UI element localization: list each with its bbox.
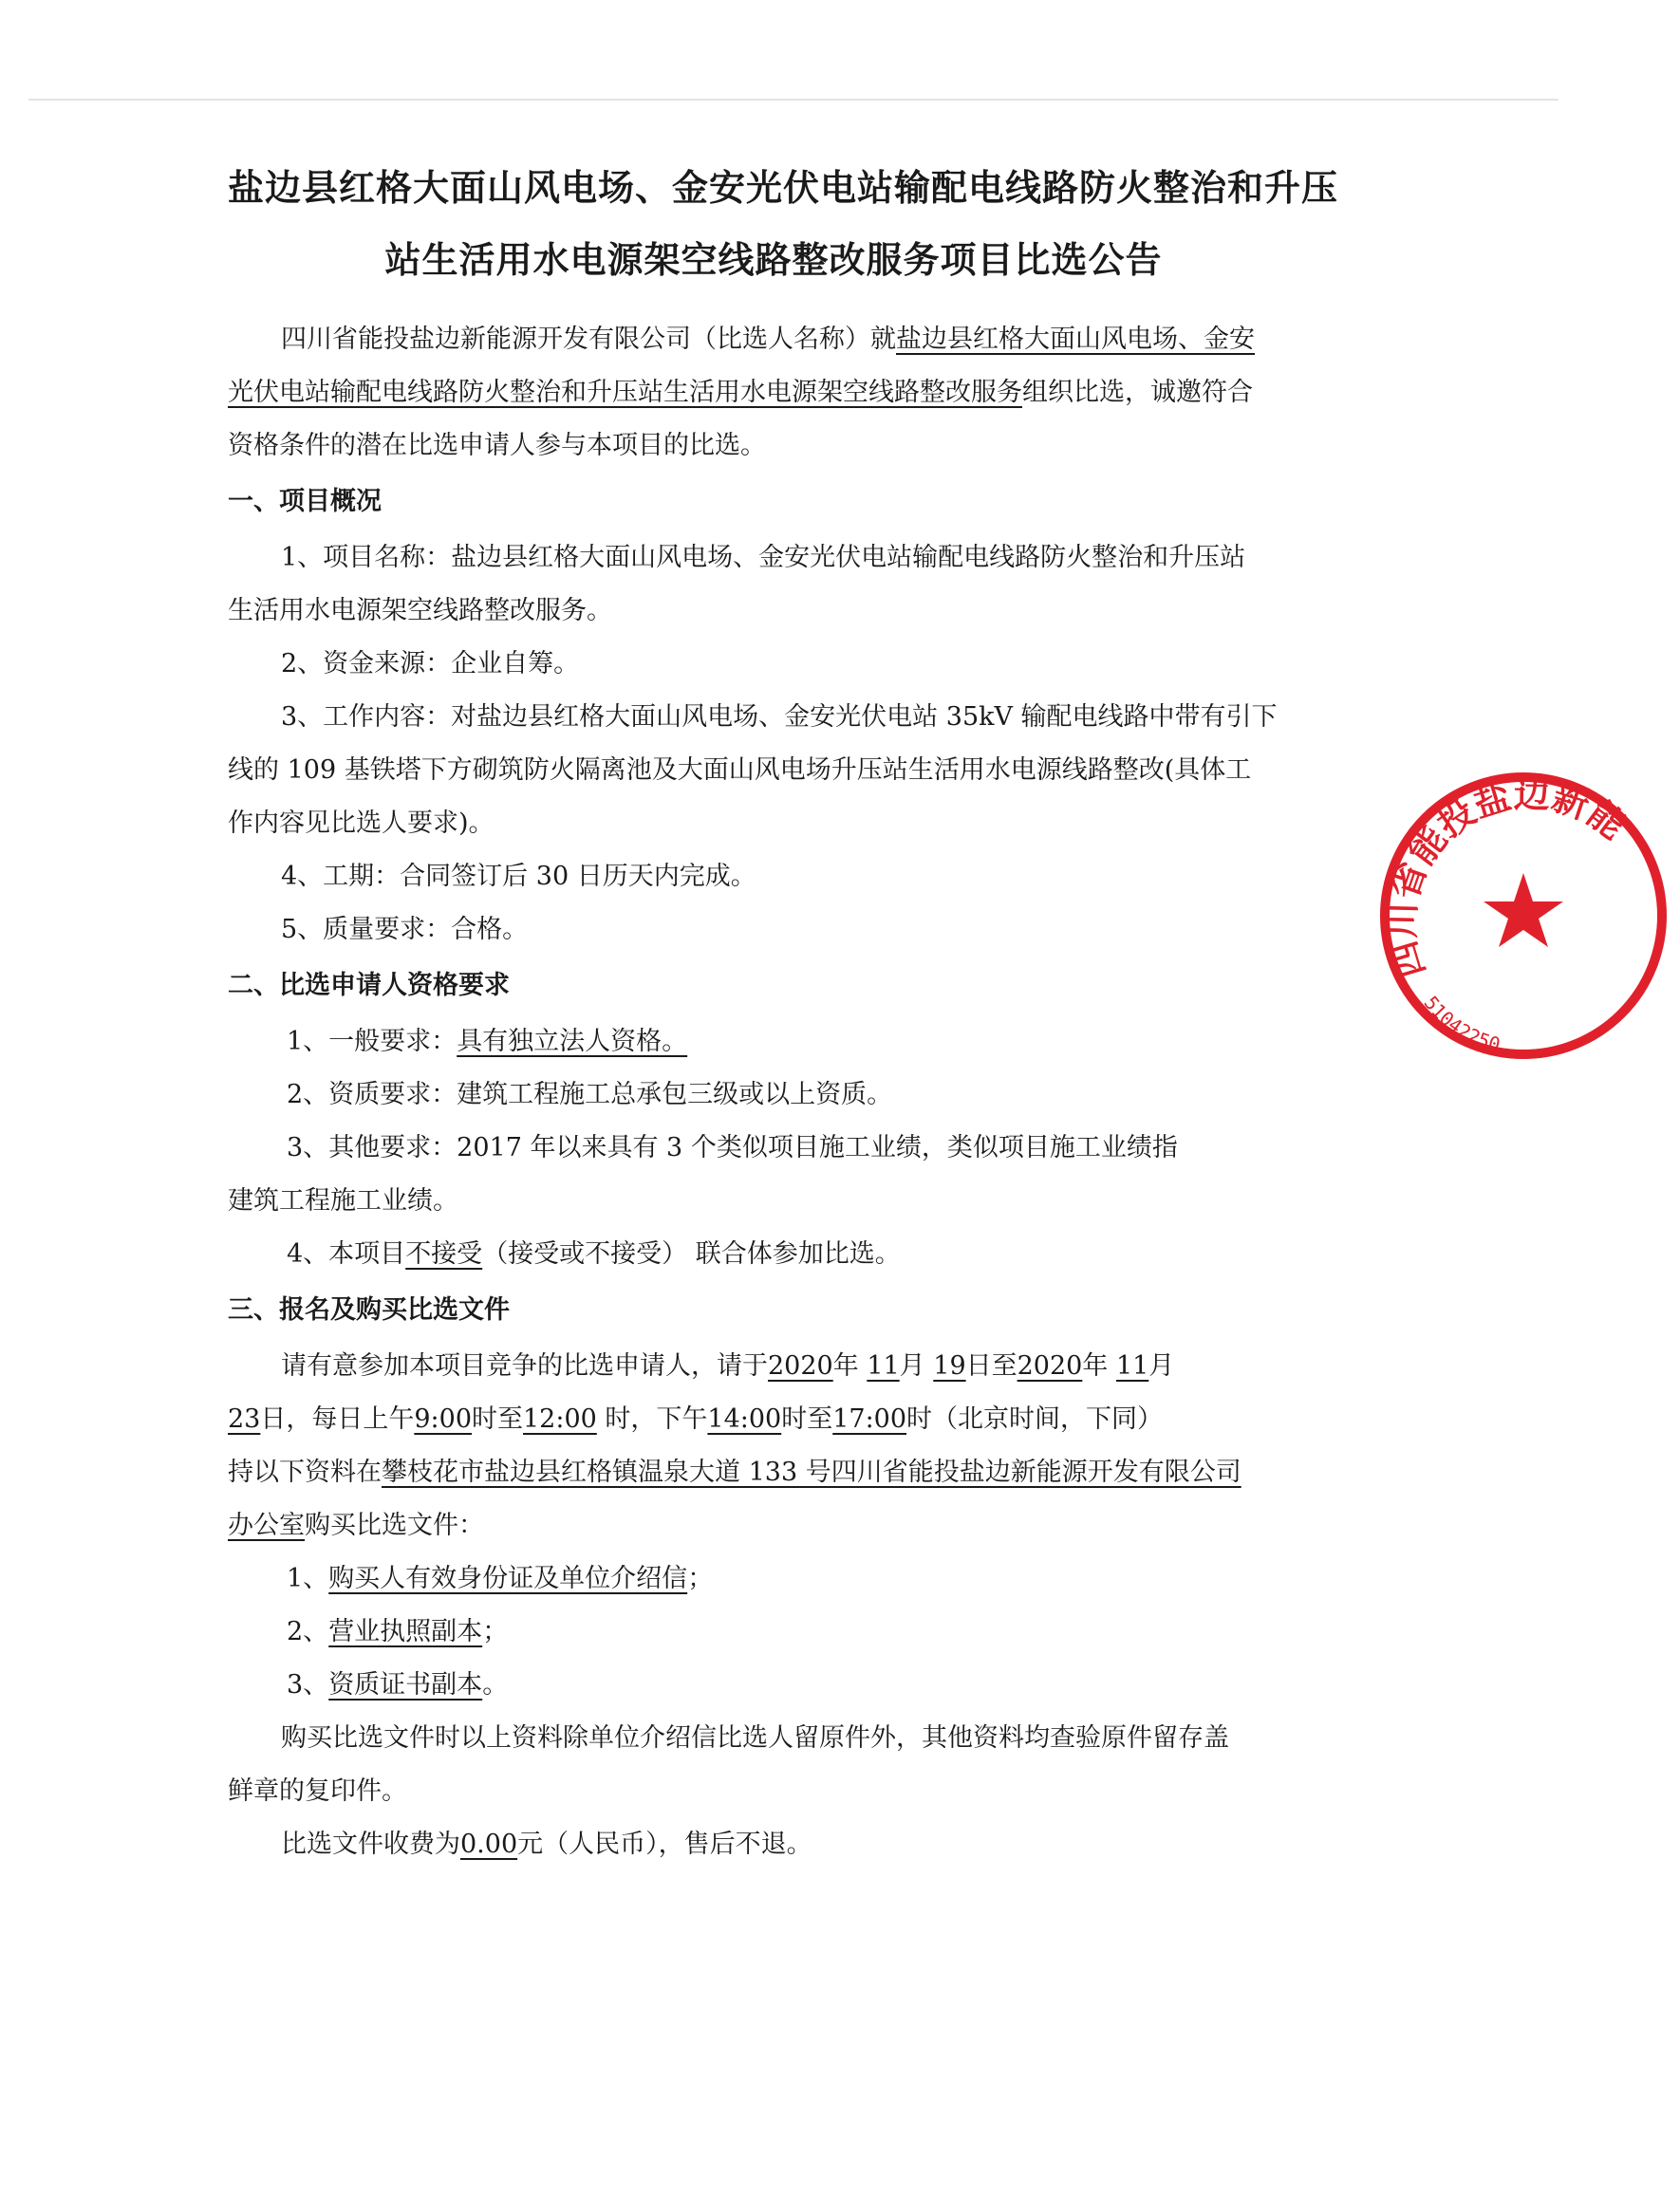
- year-char: 年: [832, 1351, 859, 1381]
- intro-line-1: [228, 313, 1319, 366]
- day-to-text: 日至: [965, 1351, 1017, 1381]
- project-name-underlined-cont: 光伏电站输配电线路防火整治和升压站生活用水电源架空线路整改服务: [228, 378, 1022, 407]
- req-2-num: 2、: [287, 1617, 329, 1646]
- s3-fee: [228, 1818, 1319, 1871]
- section-1-heading: 一、项目概况: [228, 487, 382, 516]
- s2-item-4: [228, 1228, 1319, 1281]
- title-line-2: 站生活用水电源架空线路整改服务项目比选公告: [384, 239, 1163, 281]
- intro-text: 四川省能投盐边新能源开发有限公司（比选人名称）就: [281, 325, 896, 354]
- req-3-text: 资质证书副本: [328, 1670, 483, 1700]
- s1-item-1a: 1、项目名称：盐边县红格大面山风电场、金安光伏电站输配电线路防火整治和升压站: [281, 543, 1246, 572]
- s1-item-3c: 作内容见比选人要求)。: [228, 809, 495, 838]
- time-am-start: 9:00: [414, 1404, 472, 1434]
- s3-req-3: [228, 1659, 1319, 1712]
- date-month-2: 11: [1115, 1351, 1149, 1381]
- s3-para-1: [228, 1340, 1319, 1393]
- beijing-time-text: 时（北京时间，下同）: [906, 1404, 1164, 1434]
- s3-req-1: [228, 1552, 1319, 1606]
- s2-item-3a: 3、其他要求：2017 年以来具有 3 个类似项目施工业绩，类似项目施工业绩指: [287, 1133, 1178, 1162]
- date-year-1: 2020: [768, 1351, 833, 1381]
- s3-note-2: 鲜章的复印件。: [228, 1776, 407, 1806]
- fee-label: 比选文件收费为: [281, 1830, 460, 1859]
- s3-para-2: [228, 1393, 1319, 1446]
- title-line-1: 盐边县红格大面山风电场、金安光伏电站输配电线路防火整治和升压: [228, 167, 1339, 209]
- s2-item-3b: 建筑工程施工业绩。: [228, 1186, 458, 1216]
- time-pm-end: 17:00: [832, 1404, 907, 1434]
- intro-text-cont: 组织比选，诚邀符合: [1022, 378, 1253, 407]
- date-day-2: 23: [228, 1404, 261, 1434]
- req-3-punct: 。: [482, 1670, 509, 1700]
- fee-amount: 0.00: [460, 1830, 518, 1859]
- seal-star-icon: [1484, 873, 1563, 947]
- s1-item-3b: 线的 109 基铁塔下方砌筑防火隔离池及大面山风电场升压站生活用水电源线路整改(具体工: [228, 755, 1252, 785]
- s2-item-4-label: 4、本项目: [287, 1239, 406, 1269]
- year-char-2: 年: [1082, 1351, 1109, 1381]
- s1-item-2: 2、资金来源：企业自筹。: [281, 649, 580, 678]
- s2-item-1-value: 具有独立法人资格。: [457, 1027, 688, 1056]
- s1-item-1b: 生活用水电源架空线路整改服务。: [228, 596, 612, 625]
- s3-req-2: [228, 1606, 1319, 1659]
- address-underlined: 攀枝花市盐边县红格镇温泉大道 133 号四川省能投盐边新能源开发有限公司: [382, 1458, 1241, 1487]
- seal-text: 四川省能投盐边新能: [1380, 773, 1633, 983]
- project-name-underlined: 盐边县红格大面山风电场、金安: [896, 325, 1255, 354]
- time-am-end: 12:00: [523, 1404, 597, 1434]
- s2-item-2: 2、资质要求：建筑工程施工总承包三级或以上资质。: [287, 1080, 893, 1109]
- time-to-text-2: 时至: [781, 1404, 833, 1434]
- req-1-num: 1、: [287, 1564, 329, 1593]
- s3-para-3: [228, 1446, 1319, 1499]
- s3-text: 请有意参加本项目竞争的比选申请人，请于: [281, 1351, 768, 1381]
- req-2-text: 营业执照副本: [328, 1617, 483, 1646]
- address-underlined-cont: 办公室: [228, 1511, 305, 1540]
- month-char: 月: [899, 1351, 925, 1381]
- s2-item-1-label: 1、一般要求：: [287, 1027, 457, 1056]
- document-title: [228, 152, 1339, 296]
- s3-note-1: 购买比选文件时以上资料除单位介绍信比选人留原件外，其他资料均查验原件留存盖: [281, 1723, 1229, 1753]
- section-3-heading: 三、报名及购买比选文件: [228, 1295, 510, 1325]
- company-seal: [1367, 759, 1680, 1072]
- fee-tail: 元（人民币），售后不退。: [517, 1830, 812, 1859]
- s2-item-4-tail: （接受或不接受） 联合体参加比选。: [482, 1239, 901, 1269]
- bring-text: 持以下资料在: [228, 1458, 382, 1487]
- page-top-rule: [28, 99, 1559, 101]
- req-1-text: 购买人有效身份证及单位介绍信: [328, 1564, 688, 1593]
- date-month-1: 11: [867, 1351, 900, 1381]
- announcement-page: [228, 152, 1339, 1871]
- req-1-punct: ；: [687, 1564, 714, 1593]
- s1-item-5: 5、质量要求：合格。: [281, 915, 529, 944]
- s1-item-4: 4、工期：合同签订后 30 日历天内完成。: [281, 862, 756, 891]
- s3-para-4: [228, 1499, 1319, 1552]
- month-char-2: 月: [1148, 1351, 1175, 1381]
- req-3-num: 3、: [287, 1670, 329, 1700]
- intro-line-2: [228, 366, 1319, 419]
- s1-item-3a: 3、工作内容：对盐边县红格大面山风电场、金安光伏电站 35kV 输配电线路中带有引下: [281, 702, 1278, 732]
- date-day-1: 19: [933, 1351, 966, 1381]
- date-year-2: 2020: [1017, 1351, 1083, 1381]
- req-2-punct: ；: [482, 1617, 509, 1646]
- s2-item-4-choice: 不接受: [405, 1239, 483, 1269]
- seal-code: 51042250: [1419, 991, 1503, 1056]
- time-pm-start: 14:00: [707, 1404, 782, 1434]
- time-to-text: 时至: [472, 1404, 523, 1434]
- pm-text: 时，下午: [605, 1404, 708, 1434]
- intro-line-3: 资格条件的潜在比选申请人参与本项目的比选。: [228, 431, 766, 460]
- section-2-heading: 二、比选申请人资格要求: [228, 971, 510, 1000]
- daily-text: 日，每日上午: [260, 1404, 415, 1434]
- purchase-text: 购买比选文件：: [305, 1511, 484, 1540]
- s2-item-1: [228, 1015, 1319, 1069]
